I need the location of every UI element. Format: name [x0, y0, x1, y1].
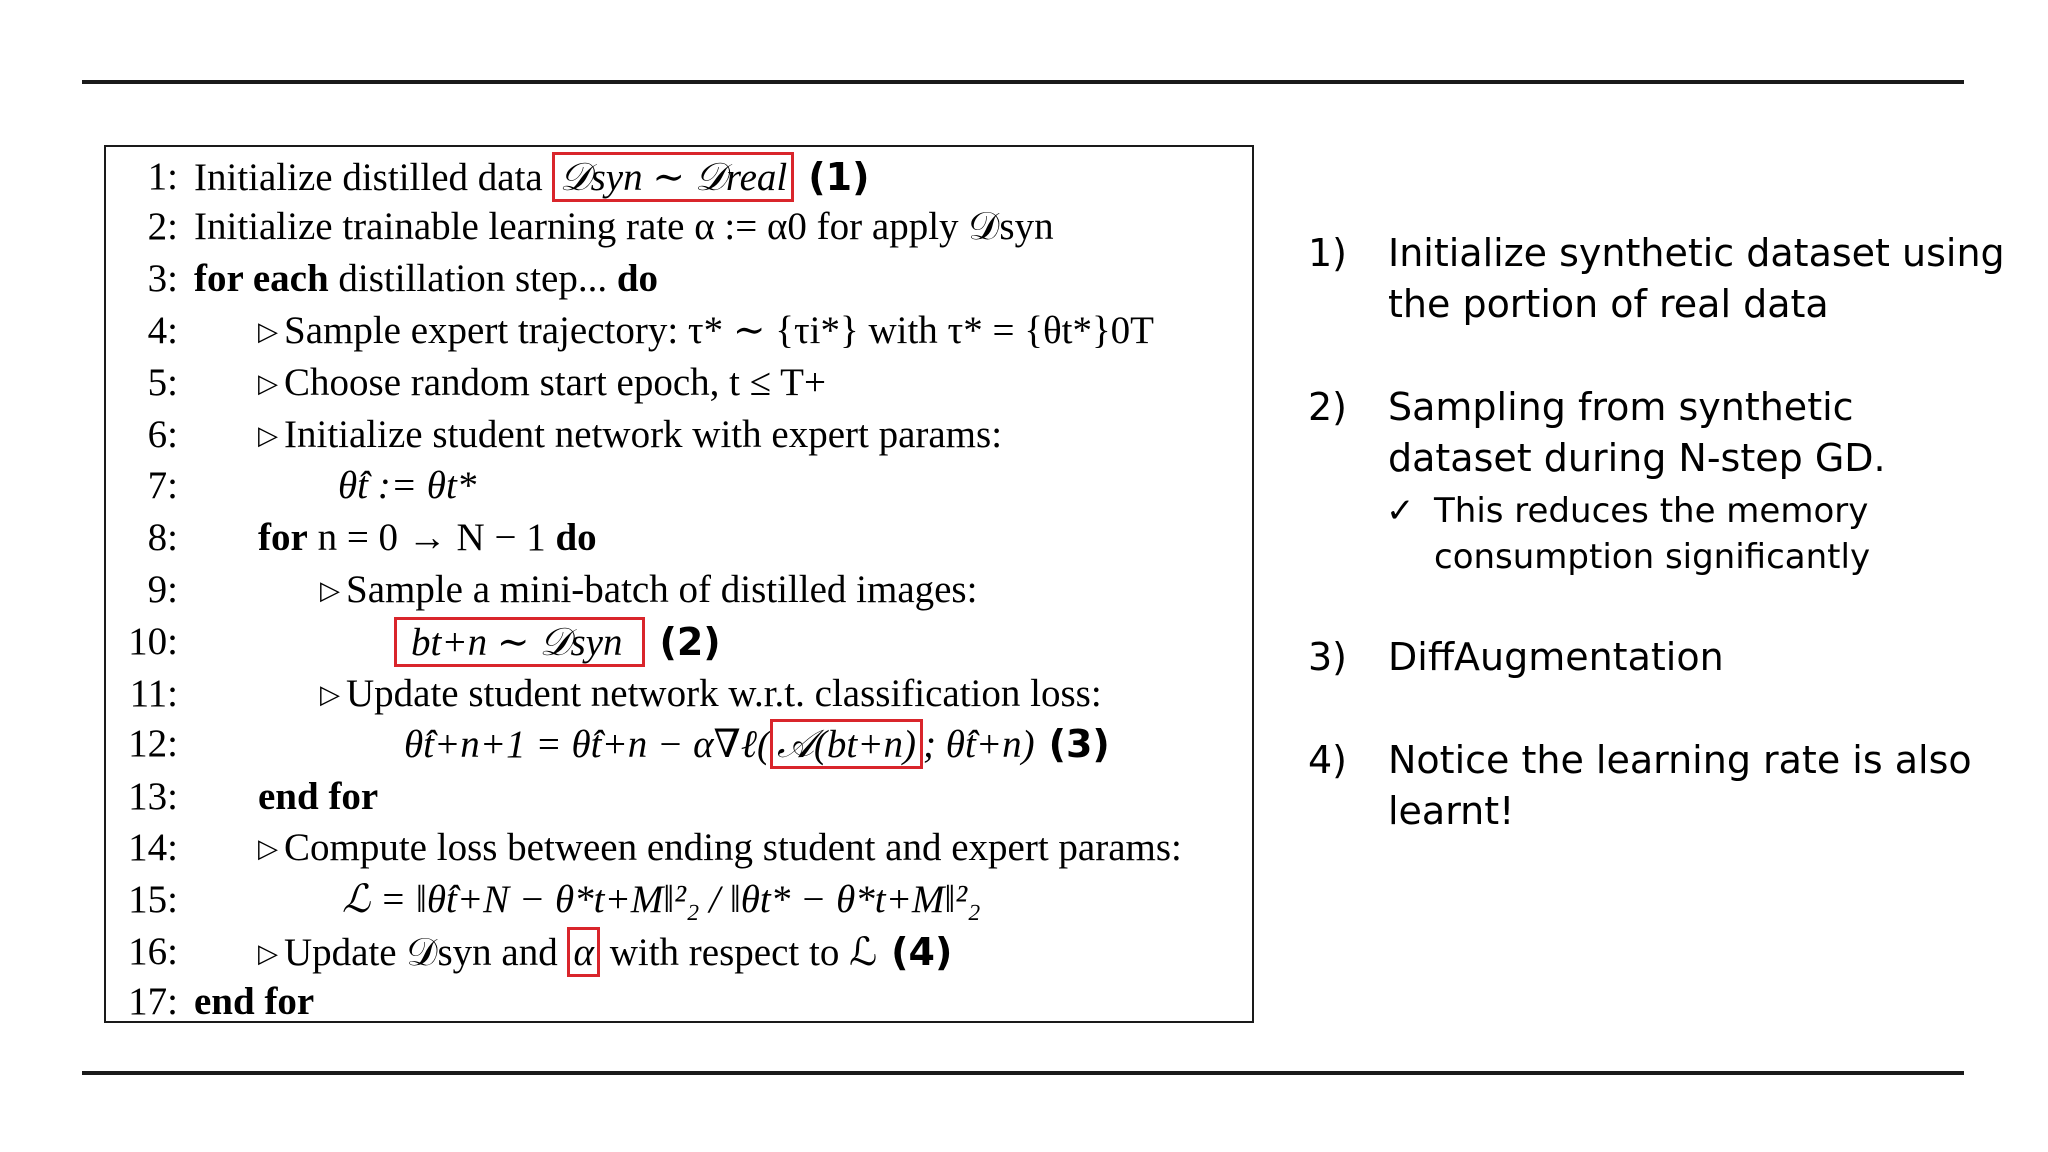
line-text: with respect to ℒ	[599, 931, 878, 974]
line-number: 12:	[128, 722, 178, 765]
top-rule	[82, 80, 1964, 84]
line-number: 8:	[147, 516, 178, 559]
note-subpoint	[1382, 488, 2008, 580]
keyword: do	[555, 516, 597, 559]
line-text: ; θ̂t+n)	[923, 723, 1035, 766]
note-text: DiffAugmentation	[1388, 635, 1724, 679]
keyword: end for	[258, 775, 379, 818]
line-text: n = 0 → N − 1	[307, 516, 556, 559]
note-number: 2)	[1308, 385, 1348, 429]
keyword: for each	[194, 257, 329, 300]
highlight-box-1: 𝒟syn ∼ 𝒟real	[552, 152, 794, 202]
note-text: Notice the learning rate is also learnt!	[1388, 738, 1972, 833]
annotation-tag-1: (1)	[808, 155, 870, 199]
line-text: Choose random start epoch, t ≤ T+	[284, 361, 827, 404]
comment-triangle-icon: ▷	[320, 680, 340, 709]
line-number: 11:	[129, 672, 178, 715]
line-text: distillation step...	[328, 257, 617, 300]
comment-triangle-icon: ▷	[320, 576, 340, 605]
line-number: 4:	[147, 309, 178, 352]
note-item-1	[1308, 228, 2008, 330]
line-text: θ̂t+n+1 = θ̂t+n − α∇ℓ(	[404, 723, 771, 766]
comment-triangle-icon: ▷	[258, 369, 278, 398]
note-number: 4)	[1308, 738, 1348, 782]
checkmark-icon: ✓	[1386, 491, 1415, 531]
note-item-2	[1308, 382, 2008, 580]
note-number: 3)	[1308, 635, 1348, 679]
line-number: 9:	[147, 568, 178, 611]
highlight-box-3: 𝒜(bt+n)	[770, 719, 923, 769]
keyword: end for	[194, 980, 315, 1023]
bottom-rule	[82, 1071, 1964, 1075]
comment-triangle-icon: ▷	[258, 421, 278, 450]
highlight-box-4: α	[567, 927, 599, 977]
note-subpoint-text: This reduces the memory consumption significantly	[1434, 491, 1871, 577]
line-number: 10:	[128, 620, 178, 663]
line-number: 14:	[128, 826, 178, 869]
note-item-4	[1308, 735, 2008, 837]
notes-list	[1308, 228, 2008, 889]
line-text: Sample expert trajectory: τ* ∼ {τi*} with τ* = {θt*}0T	[284, 309, 1154, 352]
note-item-3	[1308, 632, 2008, 683]
line-number: 1:	[147, 155, 178, 198]
line-text: Initialize student network with expert params:	[284, 413, 1003, 456]
note-number: 1)	[1308, 231, 1348, 275]
line-number: 2:	[147, 205, 178, 248]
line-number: 7:	[147, 464, 178, 507]
keyword: do	[616, 257, 659, 300]
line-text: Compute loss between ending student and expert params:	[284, 826, 1182, 869]
line-number: 3:	[147, 257, 178, 300]
line-number: 13:	[128, 775, 178, 818]
line-number: 16:	[128, 930, 178, 973]
annotation-tag-2: (2)	[659, 620, 721, 664]
line-text: Sample a mini-batch of distilled images:	[346, 568, 978, 611]
algorithm-box	[104, 145, 1254, 1023]
highlight-box-2: bt+n ∼ 𝒟syn	[394, 617, 645, 667]
line-number: 6:	[147, 413, 178, 456]
line-text: Initialize distilled data	[194, 156, 553, 199]
line-number: 17:	[128, 980, 178, 1023]
note-text: Initialize synthetic dataset using the portion of real data	[1388, 231, 2005, 326]
annotation-tag-3: (3)	[1048, 722, 1110, 766]
line-text: Initialize trainable learning rate α := α0 for apply 𝒟syn	[194, 205, 1054, 248]
comment-triangle-icon: ▷	[258, 834, 278, 863]
comment-triangle-icon: ▷	[258, 317, 278, 346]
line-number: 15:	[128, 878, 178, 921]
line-text: θ̂t := θt*	[338, 464, 477, 507]
line-text: Update student network w.r.t. classification loss:	[346, 672, 1102, 715]
comment-triangle-icon: ▷	[258, 939, 278, 968]
line-text: Update 𝒟syn and	[284, 931, 568, 974]
keyword: for	[258, 516, 308, 559]
note-text: Sampling from synthetic dataset during N-step GD.	[1388, 385, 1886, 480]
annotation-tag-4: (4)	[891, 930, 953, 974]
line-text: ℒ = ‖θ̂t+N − θ*t+M‖²₂ / ‖θt* − θ*t+M‖²₂	[342, 878, 981, 921]
line-number: 5:	[147, 361, 178, 404]
